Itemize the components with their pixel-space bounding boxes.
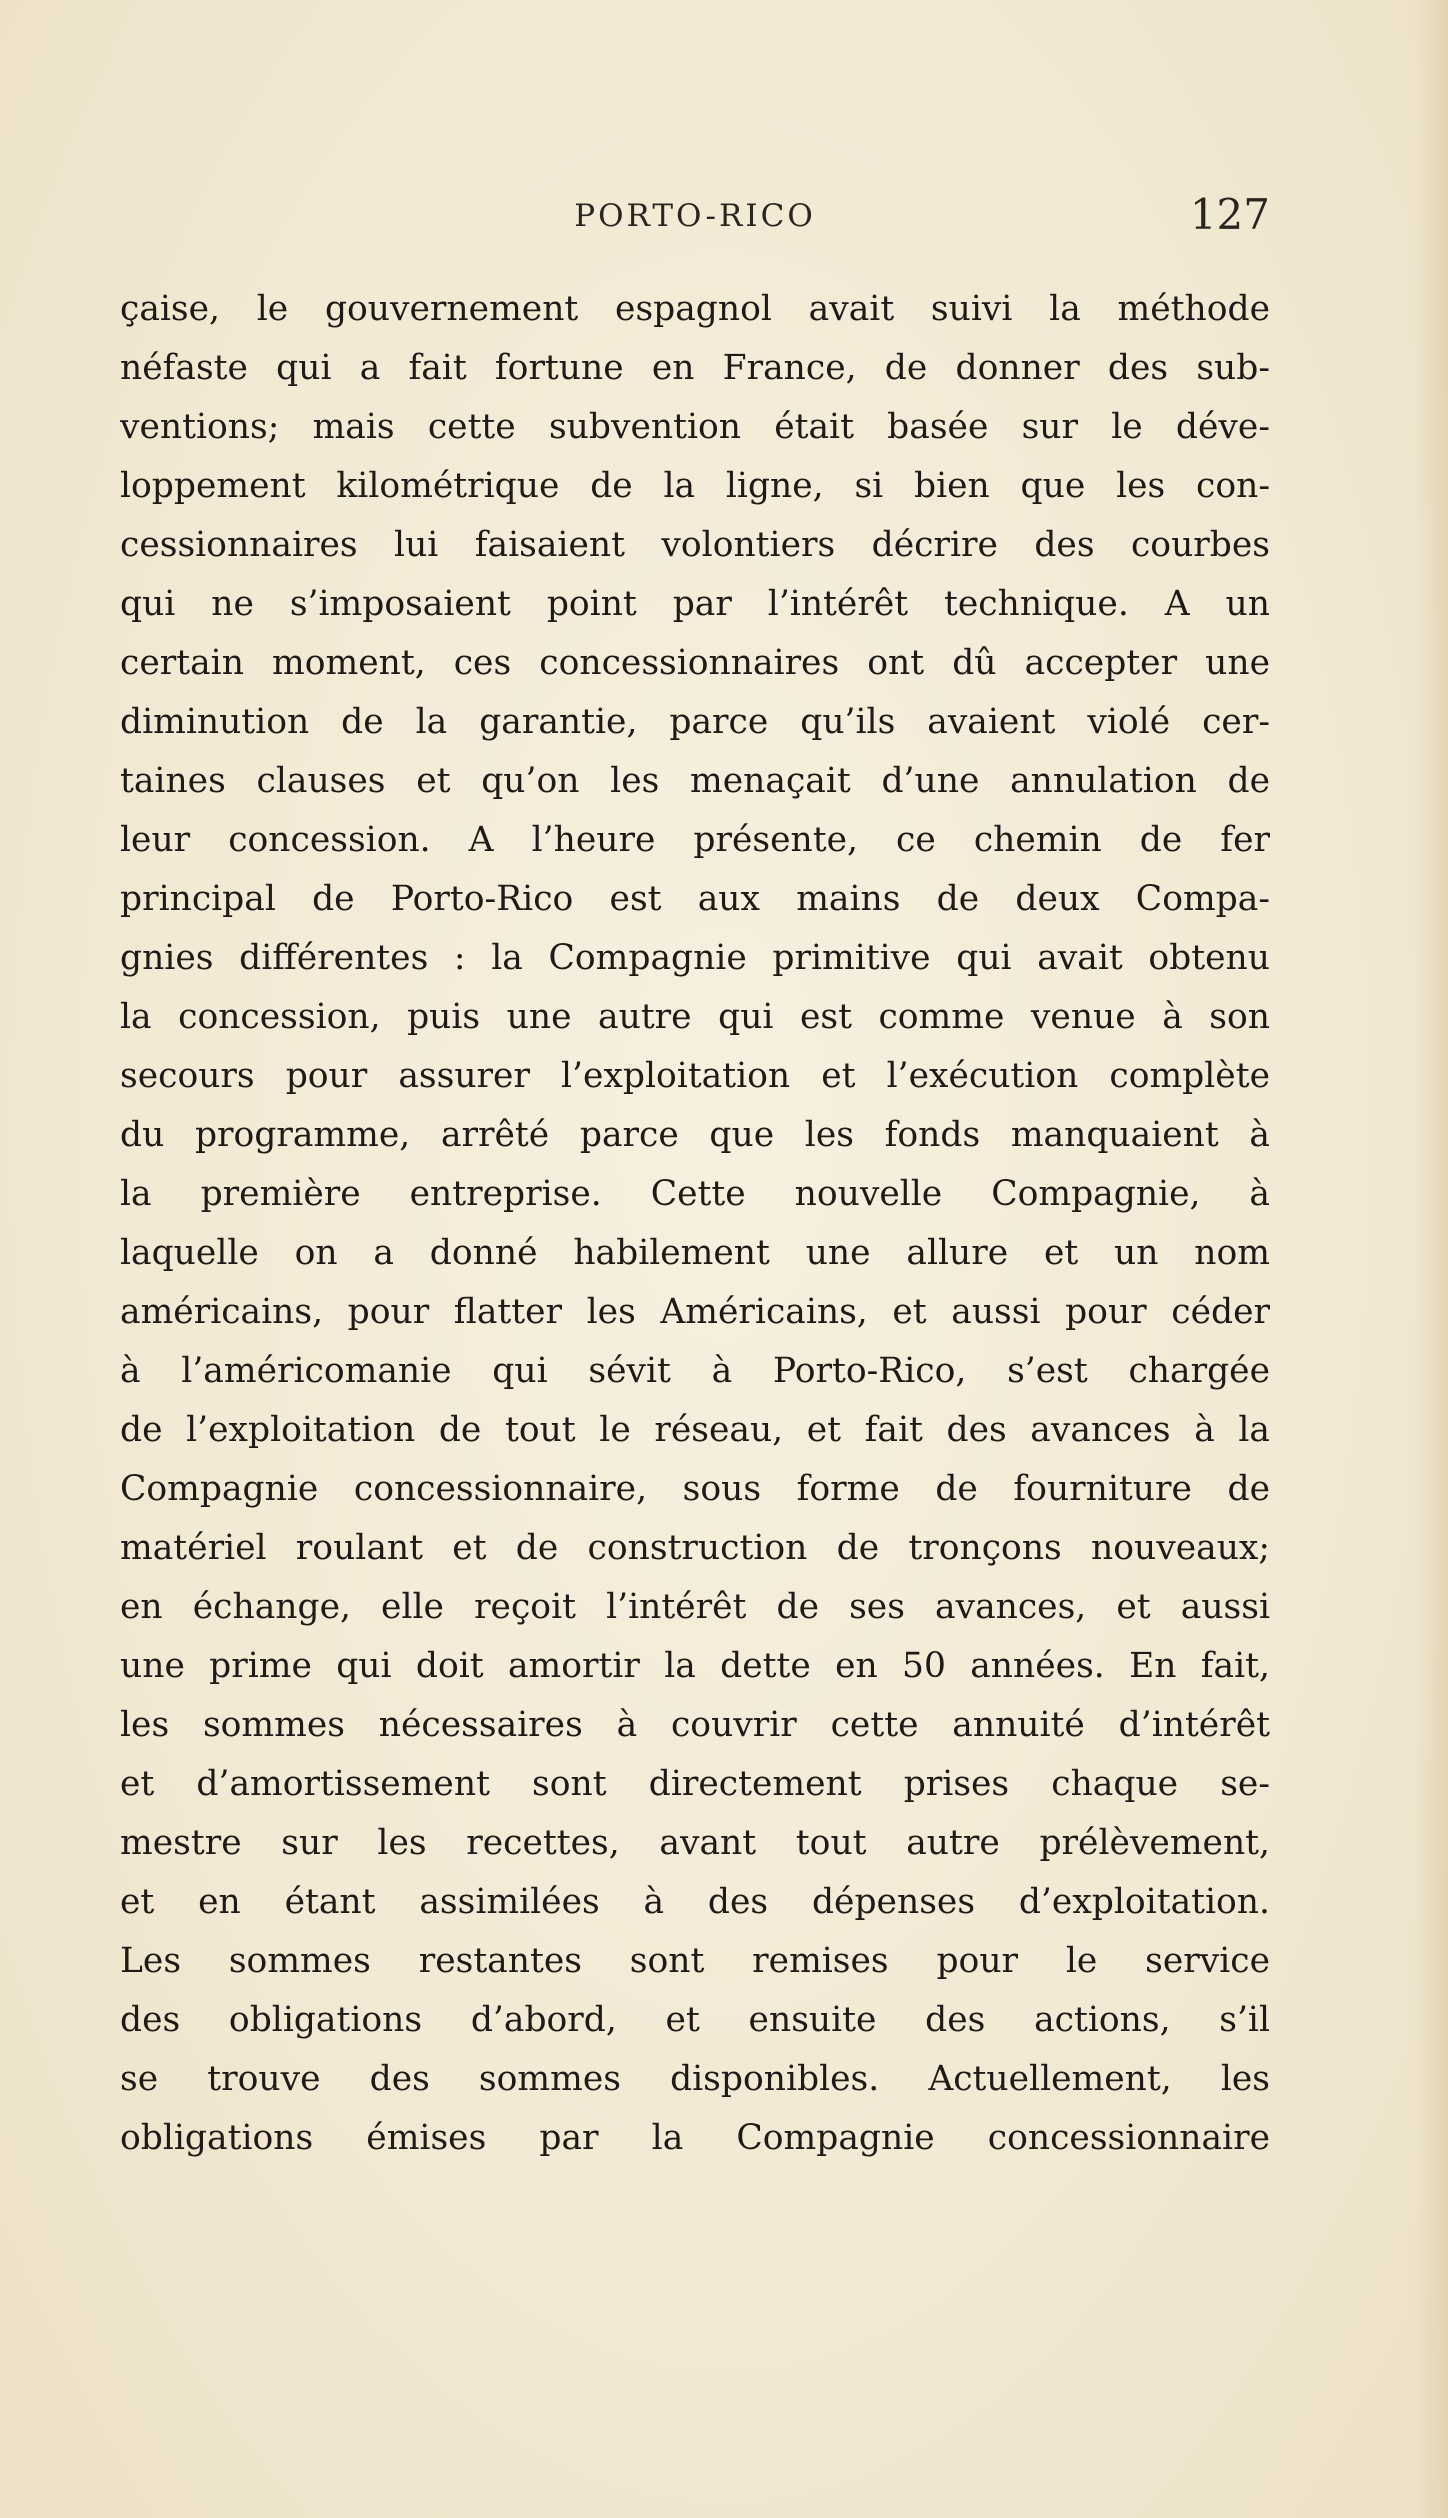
- text-line: taines clauses et qu’on les menaçait d’une annulation de: [120, 761, 1270, 801]
- text-line: qui ne s’imposaient point par l’intérêt technique. A un: [120, 584, 1270, 624]
- running-header: [120, 190, 1270, 250]
- text-line: la première entreprise. Cette nouvelle Compagnie, à: [120, 1174, 1270, 1214]
- text-line: obligations émises par la Compagnie concessionnaire: [120, 2118, 1270, 2158]
- text-line: matériel roulant et de construction de tronçons nouveaux;: [120, 1528, 1270, 1568]
- text-line: la concession, puis une autre qui est comme venue à son: [120, 997, 1270, 1037]
- text-line: gnies différentes : la Compagnie primitive qui avait obtenu: [120, 938, 1270, 978]
- text-line: de l’exploitation de tout le réseau, et fait des avances à la: [120, 1410, 1270, 1450]
- text-line: des obligations d’abord, et ensuite des actions, s’il: [120, 2000, 1270, 2040]
- text-line: cessionnaires lui faisaient volontiers décrire des courbes: [120, 525, 1270, 565]
- text-line: secours pour assurer l’exploitation et l’exécution complète: [120, 1056, 1270, 1096]
- text-line: çaise, le gouvernement espagnol avait suivi la méthode: [120, 289, 1270, 329]
- text-line: certain moment, ces concessionnaires ont dû accepter une: [120, 643, 1270, 683]
- text-line: diminution de la garantie, parce qu’ils avaient violé cer-: [120, 702, 1270, 742]
- text-line: une prime qui doit amortir la dette en 50 années. En fait,: [120, 1646, 1270, 1686]
- text-line: principal de Porto-Rico est aux mains de deux Compa-: [120, 879, 1270, 919]
- text-line: ventions; mais cette subvention était basée sur le déve-: [120, 407, 1270, 447]
- text-line: leur concession. A l’heure présente, ce chemin de fer: [120, 820, 1270, 860]
- text-line: loppement kilométrique de la ligne, si bien que les con-: [120, 466, 1270, 506]
- text-line: en échange, elle reçoit l’intérêt de ses avances, et aussi: [120, 1587, 1270, 1627]
- text-line: mestre sur les recettes, avant tout autre prélèvement,: [120, 1823, 1270, 1863]
- text-line: se trouve des sommes disponibles. Actuellement, les: [120, 2059, 1270, 2099]
- text-line: Les sommes restantes sont remises pour le service: [120, 1941, 1270, 1981]
- running-title: PORTO-RICO: [574, 198, 816, 234]
- text-line: et en étant assimilées à des dépenses d’exploitation.: [120, 1882, 1270, 1922]
- text-line: les sommes nécessaires à couvrir cette annuité d’intérêt: [120, 1705, 1270, 1745]
- text-line: à l’américomanie qui sévit à Porto-Rico, s’est chargée: [120, 1351, 1270, 1391]
- text-line: et d’amortissement sont directement prises chaque se-: [120, 1764, 1270, 1804]
- text-line: du programme, arrêté parce que les fonds manquaient à: [120, 1115, 1270, 1155]
- body-text: [120, 280, 1270, 2168]
- text-line: américains, pour flatter les Américains, et aussi pour céder: [120, 1292, 1270, 1332]
- text-line: Compagnie concessionnaire, sous forme de fourniture de: [120, 1469, 1270, 1509]
- text-line: néfaste qui a fait fortune en France, de donner des sub-: [120, 348, 1270, 388]
- page-number: 127: [1189, 190, 1270, 239]
- page-edge-shading: [1414, 0, 1448, 2518]
- text-line: laquelle on a donné habilement une allure et un nom: [120, 1233, 1270, 1273]
